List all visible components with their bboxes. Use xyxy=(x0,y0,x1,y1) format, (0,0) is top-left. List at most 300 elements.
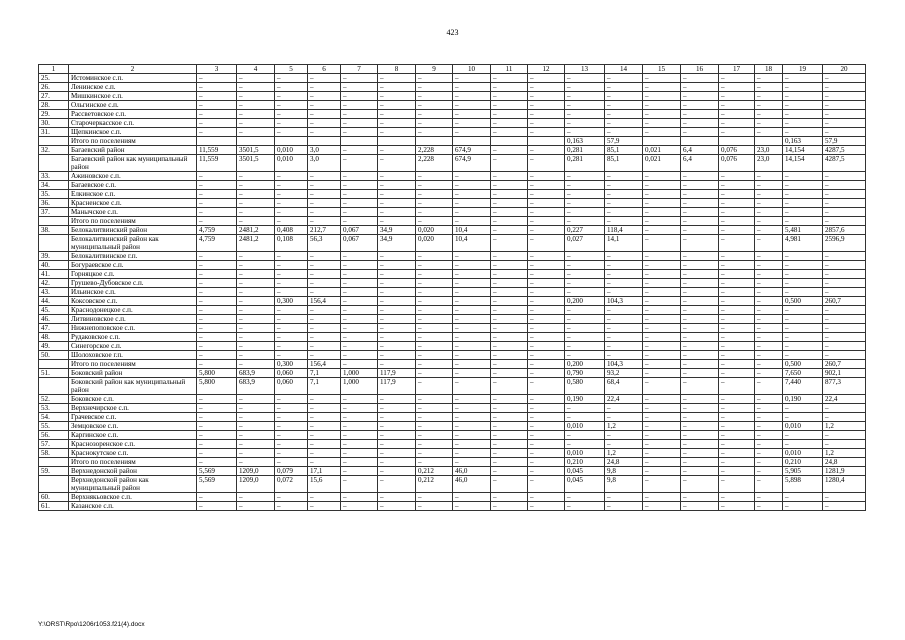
value-cell: – xyxy=(275,440,308,449)
value-cell: 212,7 xyxy=(308,226,341,235)
value-cell: – xyxy=(378,324,416,333)
value-cell: – xyxy=(197,315,237,324)
value-cell: – xyxy=(491,342,528,351)
value-cell: – xyxy=(237,83,275,92)
value-cell: – xyxy=(453,288,491,297)
value-cell: – xyxy=(237,351,275,360)
territory-name: Белокалитвинское г.п. xyxy=(69,252,197,261)
value-cell: – xyxy=(341,83,378,92)
value-cell: 0,076 xyxy=(719,155,755,172)
value-cell: – xyxy=(719,235,755,252)
value-cell: – xyxy=(528,360,565,369)
row-number: 48. xyxy=(39,333,69,342)
value-cell xyxy=(453,137,491,146)
value-cell: – xyxy=(719,83,755,92)
value-cell: – xyxy=(237,502,275,511)
territory-name: Истоминское с.п. xyxy=(69,74,197,83)
value-cell: – xyxy=(755,252,783,261)
value-cell: – xyxy=(197,395,237,404)
value-cell: – xyxy=(823,413,866,422)
value-cell: – xyxy=(416,422,453,431)
value-cell: 0,790 xyxy=(565,369,605,378)
value-cell: – xyxy=(755,199,783,208)
value-cell: – xyxy=(197,190,237,199)
value-cell: – xyxy=(491,422,528,431)
value-cell: – xyxy=(605,181,643,190)
value-cell: – xyxy=(643,235,681,252)
table-row xyxy=(39,315,866,324)
row-number: 47. xyxy=(39,324,69,333)
value-cell xyxy=(416,137,453,146)
value-cell: – xyxy=(237,449,275,458)
value-cell: – xyxy=(308,190,341,199)
value-cell: – xyxy=(643,449,681,458)
value-cell: – xyxy=(341,440,378,449)
value-cell: – xyxy=(491,83,528,92)
value-cell: – xyxy=(528,92,565,101)
value-cell: – xyxy=(783,217,823,226)
value-cell: – xyxy=(453,493,491,502)
value-cell: – xyxy=(197,422,237,431)
territory-name: Красненское с.п. xyxy=(69,199,197,208)
value-cell: – xyxy=(565,404,605,413)
value-cell: – xyxy=(823,351,866,360)
value-cell: – xyxy=(681,502,719,511)
value-cell: – xyxy=(823,306,866,315)
value-cell: – xyxy=(491,199,528,208)
value-cell: – xyxy=(341,404,378,413)
value-cell: – xyxy=(565,181,605,190)
value-cell: – xyxy=(416,395,453,404)
value-cell: – xyxy=(416,208,453,217)
value-cell: – xyxy=(341,208,378,217)
value-cell: – xyxy=(491,226,528,235)
value-cell: – xyxy=(378,467,416,476)
value-cell: – xyxy=(378,342,416,351)
value-cell: – xyxy=(308,110,341,119)
table-row xyxy=(39,476,866,493)
column-number: 2 xyxy=(69,65,197,74)
value-cell: – xyxy=(341,324,378,333)
value-cell: – xyxy=(783,190,823,199)
value-cell: – xyxy=(783,315,823,324)
value-cell: – xyxy=(237,199,275,208)
value-cell: 0,281 xyxy=(565,155,605,172)
value-cell: – xyxy=(308,172,341,181)
value-cell: – xyxy=(681,306,719,315)
value-cell: – xyxy=(823,199,866,208)
value-cell: – xyxy=(308,315,341,324)
row-number xyxy=(39,217,69,226)
value-cell: – xyxy=(719,217,755,226)
value-cell: – xyxy=(416,324,453,333)
value-cell: – xyxy=(823,217,866,226)
value-cell: – xyxy=(275,199,308,208)
value-cell: – xyxy=(308,404,341,413)
value-cell: – xyxy=(453,74,491,83)
value-cell: – xyxy=(378,74,416,83)
value-cell xyxy=(643,137,681,146)
value-cell: – xyxy=(681,395,719,404)
value-cell: – xyxy=(491,404,528,413)
value-cell: – xyxy=(681,83,719,92)
value-cell: – xyxy=(416,440,453,449)
value-cell: – xyxy=(416,342,453,351)
row-number: 28. xyxy=(39,101,69,110)
value-cell: – xyxy=(453,252,491,261)
value-cell: – xyxy=(416,190,453,199)
value-cell: – xyxy=(491,467,528,476)
value-cell: – xyxy=(528,378,565,395)
value-cell: – xyxy=(378,208,416,217)
value-cell: 6,4 xyxy=(681,155,719,172)
value-cell: – xyxy=(453,297,491,306)
value-cell: – xyxy=(643,351,681,360)
value-cell: – xyxy=(378,101,416,110)
territory-name: Верхнедонской район как муниципальный район xyxy=(69,476,197,493)
value-cell: – xyxy=(528,351,565,360)
table-row xyxy=(39,324,866,333)
value-cell: – xyxy=(308,395,341,404)
value-cell: 22,4 xyxy=(823,395,866,404)
row-number: 58. xyxy=(39,449,69,458)
value-cell: – xyxy=(237,119,275,128)
value-cell: – xyxy=(378,217,416,226)
value-cell: – xyxy=(378,146,416,155)
value-cell: – xyxy=(453,92,491,101)
table-row xyxy=(39,306,866,315)
value-cell: – xyxy=(378,261,416,270)
value-cell: – xyxy=(275,92,308,101)
value-cell: – xyxy=(416,270,453,279)
value-cell: – xyxy=(755,378,783,395)
table-row xyxy=(39,422,866,431)
value-cell: 5,481 xyxy=(783,226,823,235)
value-cell: – xyxy=(755,235,783,252)
value-cell: – xyxy=(565,83,605,92)
table-row xyxy=(39,199,866,208)
value-cell: – xyxy=(453,270,491,279)
value-cell: – xyxy=(237,279,275,288)
column-number: 8 xyxy=(378,65,416,74)
value-cell: – xyxy=(783,101,823,110)
value-cell: – xyxy=(755,413,783,422)
value-cell: – xyxy=(453,395,491,404)
row-number xyxy=(39,137,69,146)
value-cell: 3,0 xyxy=(308,146,341,155)
table-row xyxy=(39,360,866,369)
value-cell: – xyxy=(643,208,681,217)
value-cell: – xyxy=(643,101,681,110)
value-cell: 0,060 xyxy=(275,369,308,378)
value-cell: – xyxy=(565,110,605,119)
value-cell: – xyxy=(823,83,866,92)
value-cell: – xyxy=(528,449,565,458)
value-cell: 0,300 xyxy=(275,360,308,369)
value-cell: 0,210 xyxy=(783,458,823,467)
value-cell: – xyxy=(416,199,453,208)
value-cell: – xyxy=(681,493,719,502)
value-cell: – xyxy=(237,74,275,83)
row-number xyxy=(39,235,69,252)
value-cell: – xyxy=(528,297,565,306)
value-cell: – xyxy=(565,493,605,502)
value-cell: – xyxy=(378,351,416,360)
value-cell: 5,905 xyxy=(783,467,823,476)
value-cell: 0,108 xyxy=(275,235,308,252)
value-cell: – xyxy=(416,288,453,297)
value-cell: – xyxy=(681,404,719,413)
value-cell: – xyxy=(823,324,866,333)
value-cell: – xyxy=(643,119,681,128)
value-cell: 7,1 xyxy=(308,378,341,395)
value-cell: – xyxy=(528,110,565,119)
value-cell: – xyxy=(275,279,308,288)
territory-name: Мишкинское с.п. xyxy=(69,92,197,101)
value-cell: 0,010 xyxy=(565,449,605,458)
value-cell: – xyxy=(275,315,308,324)
table-row xyxy=(39,92,866,101)
value-cell: – xyxy=(275,119,308,128)
value-cell: 1280,4 xyxy=(823,476,866,493)
table-row xyxy=(39,155,866,172)
value-cell: – xyxy=(755,360,783,369)
value-cell: – xyxy=(643,110,681,119)
value-cell: – xyxy=(719,181,755,190)
value-cell: – xyxy=(823,101,866,110)
value-cell: – xyxy=(783,279,823,288)
value-cell: – xyxy=(197,199,237,208)
value-cell: 3501,5 xyxy=(237,155,275,172)
value-cell: – xyxy=(565,306,605,315)
column-number: 15 xyxy=(643,65,681,74)
value-cell: – xyxy=(565,502,605,511)
value-cell: 3,0 xyxy=(308,155,341,172)
value-cell: – xyxy=(341,458,378,467)
territory-name: Боковский район как муниципальный район xyxy=(69,378,197,395)
value-cell: – xyxy=(197,440,237,449)
value-cell: – xyxy=(416,119,453,128)
value-cell: – xyxy=(755,315,783,324)
value-cell: – xyxy=(643,431,681,440)
column-number: 3 xyxy=(197,65,237,74)
value-cell: – xyxy=(755,502,783,511)
value-cell: – xyxy=(491,333,528,342)
value-cell: – xyxy=(719,378,755,395)
value-cell: – xyxy=(378,431,416,440)
value-cell: – xyxy=(681,172,719,181)
row-number: 32. xyxy=(39,146,69,155)
value-cell: – xyxy=(308,324,341,333)
value-cell: 6,4 xyxy=(681,146,719,155)
territory-name: Богураевское с.п. xyxy=(69,261,197,270)
table-row xyxy=(39,137,866,146)
value-cell: – xyxy=(237,422,275,431)
value-cell: – xyxy=(197,252,237,261)
value-cell: – xyxy=(719,360,755,369)
value-cell: – xyxy=(275,83,308,92)
value-cell: – xyxy=(643,74,681,83)
value-cell: – xyxy=(308,83,341,92)
value-cell: – xyxy=(416,413,453,422)
value-cell: – xyxy=(237,270,275,279)
table-row xyxy=(39,101,866,110)
value-cell: – xyxy=(197,83,237,92)
territory-name: Верхнечирское с.п. xyxy=(69,404,197,413)
value-cell: – xyxy=(823,333,866,342)
value-cell: – xyxy=(491,413,528,422)
value-cell: 85,1 xyxy=(605,155,643,172)
value-cell: – xyxy=(378,440,416,449)
territory-name: Казанское с.п. xyxy=(69,502,197,511)
value-cell: – xyxy=(605,279,643,288)
value-cell: – xyxy=(491,155,528,172)
value-cell: – xyxy=(416,306,453,315)
value-cell: – xyxy=(755,431,783,440)
value-cell: – xyxy=(453,119,491,128)
value-cell: – xyxy=(528,199,565,208)
value-cell: – xyxy=(378,306,416,315)
value-cell: – xyxy=(783,493,823,502)
value-cell: – xyxy=(783,351,823,360)
value-cell: – xyxy=(341,199,378,208)
value-cell: – xyxy=(308,270,341,279)
value-cell xyxy=(341,137,378,146)
value-cell: – xyxy=(491,270,528,279)
value-cell: – xyxy=(755,74,783,83)
value-cell: – xyxy=(681,190,719,199)
value-cell: 23,0 xyxy=(755,146,783,155)
value-cell: – xyxy=(719,208,755,217)
value-cell: 5,898 xyxy=(783,476,823,493)
value-cell: 0,010 xyxy=(275,155,308,172)
value-cell: 2,228 xyxy=(416,146,453,155)
row-number: 37. xyxy=(39,208,69,217)
value-cell: – xyxy=(491,297,528,306)
value-cell: – xyxy=(197,493,237,502)
value-cell: – xyxy=(416,351,453,360)
value-cell: – xyxy=(681,431,719,440)
value-cell: – xyxy=(453,315,491,324)
value-cell: – xyxy=(755,467,783,476)
row-number: 39. xyxy=(39,252,69,261)
value-cell: – xyxy=(197,92,237,101)
header-row xyxy=(39,65,866,74)
value-cell: – xyxy=(528,279,565,288)
value-cell: – xyxy=(416,74,453,83)
value-cell: – xyxy=(755,404,783,413)
value-cell: – xyxy=(378,360,416,369)
value-cell: – xyxy=(823,172,866,181)
value-cell: – xyxy=(783,333,823,342)
value-cell: – xyxy=(341,261,378,270)
value-cell: – xyxy=(341,270,378,279)
value-cell: – xyxy=(341,128,378,137)
territory-name: Нижнепоповское с.п. xyxy=(69,324,197,333)
value-cell: – xyxy=(237,181,275,190)
value-cell: – xyxy=(453,217,491,226)
value-cell: – xyxy=(528,324,565,333)
value-cell: – xyxy=(719,476,755,493)
value-cell: – xyxy=(528,252,565,261)
value-cell: 0,408 xyxy=(275,226,308,235)
value-cell: 7,650 xyxy=(783,369,823,378)
value-cell: – xyxy=(823,431,866,440)
value-cell: – xyxy=(643,502,681,511)
value-cell: – xyxy=(783,83,823,92)
value-cell: – xyxy=(378,333,416,342)
value-cell: – xyxy=(605,404,643,413)
value-cell: – xyxy=(605,74,643,83)
value-cell: – xyxy=(783,404,823,413)
territory-name: Манычское с.п. xyxy=(69,208,197,217)
value-cell: – xyxy=(783,342,823,351)
row-number xyxy=(39,360,69,369)
value-cell: – xyxy=(681,279,719,288)
value-cell: – xyxy=(605,270,643,279)
value-cell: 0,190 xyxy=(565,395,605,404)
territory-name: Грачевское с.п. xyxy=(69,413,197,422)
value-cell: – xyxy=(719,422,755,431)
value-cell: – xyxy=(491,261,528,270)
value-cell: – xyxy=(605,190,643,199)
value-cell: – xyxy=(491,369,528,378)
territory-name: Итого по поселениям xyxy=(69,217,197,226)
value-cell: – xyxy=(275,351,308,360)
row-number: 36. xyxy=(39,199,69,208)
value-cell: – xyxy=(378,413,416,422)
value-cell: 156,4 xyxy=(308,297,341,306)
value-cell: 0,281 xyxy=(565,146,605,155)
value-cell: – xyxy=(453,279,491,288)
value-cell: – xyxy=(681,110,719,119)
value-cell: – xyxy=(308,101,341,110)
value-cell: – xyxy=(378,92,416,101)
value-cell: – xyxy=(308,440,341,449)
value-cell: – xyxy=(823,315,866,324)
territory-name: Коксовское с.п. xyxy=(69,297,197,306)
value-cell: – xyxy=(528,422,565,431)
value-cell: – xyxy=(565,413,605,422)
value-cell: – xyxy=(237,92,275,101)
value-cell: – xyxy=(197,261,237,270)
value-cell: 1,000 xyxy=(341,378,378,395)
value-cell: – xyxy=(719,431,755,440)
value-cell: – xyxy=(308,493,341,502)
value-cell: 9,8 xyxy=(605,467,643,476)
territory-name: Ажиновское с.п. xyxy=(69,172,197,181)
value-cell: – xyxy=(453,333,491,342)
value-cell: – xyxy=(491,172,528,181)
value-cell: – xyxy=(491,449,528,458)
table-row xyxy=(39,431,866,440)
territory-name: Ленинское с.п. xyxy=(69,83,197,92)
value-cell: – xyxy=(378,270,416,279)
table-row xyxy=(39,351,866,360)
value-cell: 674,9 xyxy=(453,155,491,172)
value-cell: – xyxy=(565,351,605,360)
value-cell: – xyxy=(719,395,755,404)
value-cell: 14,154 xyxy=(783,146,823,155)
territory-name: Горняцкое с.п. xyxy=(69,270,197,279)
value-cell: 0,500 xyxy=(783,360,823,369)
value-cell: – xyxy=(308,306,341,315)
value-cell: – xyxy=(453,502,491,511)
value-cell: 674,9 xyxy=(453,146,491,155)
value-cell: 1281,9 xyxy=(823,467,866,476)
value-cell: – xyxy=(237,315,275,324)
value-cell: – xyxy=(453,110,491,119)
